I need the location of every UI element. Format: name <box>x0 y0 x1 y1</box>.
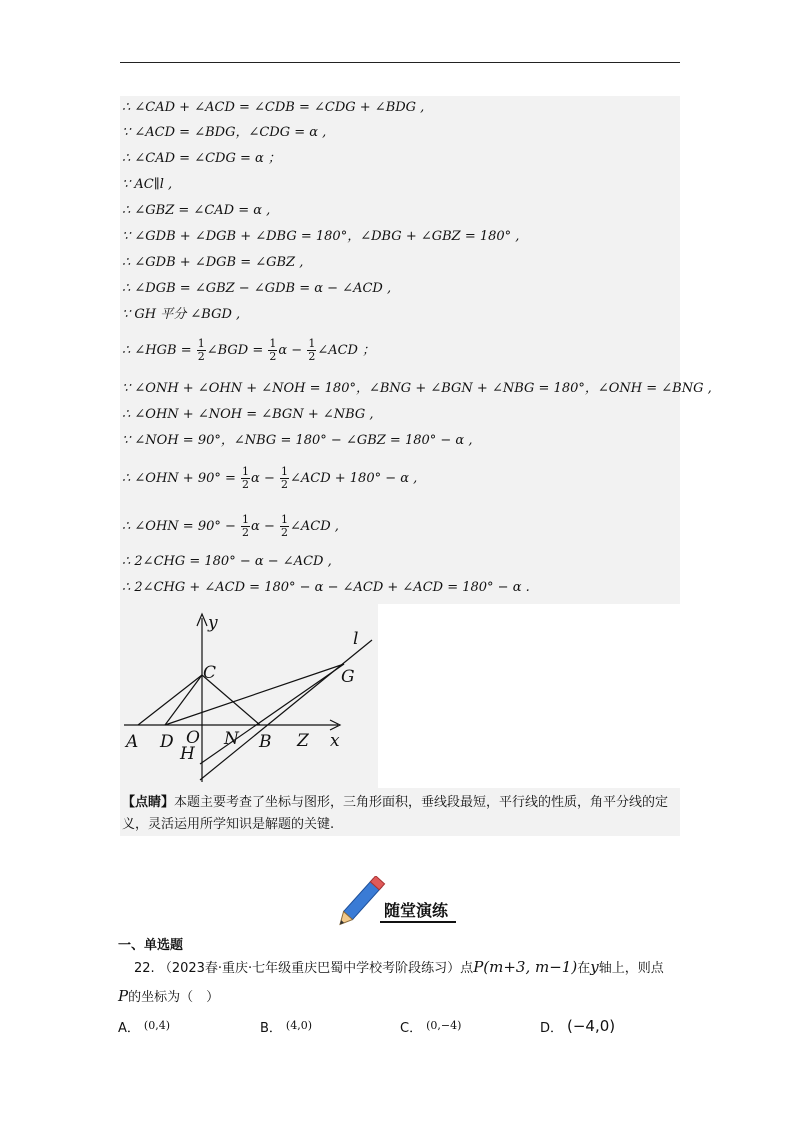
label-h: H <box>180 744 195 764</box>
remark-text: 本题主要考查了坐标与图形，三角形面积，垂线段最短，平行线的性质，角平分线的定义，灵活运用所学知识是解题的关键. <box>122 795 669 832</box>
fraction: $\frac{1}{2}$ <box>269 337 277 363</box>
question-point: P(m+3, m−1) <box>473 958 578 976</box>
label-n: N <box>224 729 239 749</box>
solution-line: ∵ ∠NOH = 90°，∠NBG = 180° − ∠GBZ = 180° − α , <box>122 433 473 448</box>
label-c: C <box>203 663 217 683</box>
fraction: $\frac{1}{2}$ <box>280 465 288 491</box>
coordinate-diagram <box>120 604 378 788</box>
label-g: G <box>341 667 355 687</box>
solution-line: ∴ ∠CAD + ∠ACD = ∠CDB = ∠CDG + ∠BDG , <box>122 100 425 115</box>
label-x: x <box>330 731 340 751</box>
banner-title: 随堂演练 <box>384 901 449 920</box>
solution-line: ∴ 2∠CHG + ∠ACD = 180° − α − ∠ACD + ∠ACD = 180° − α . <box>122 580 530 595</box>
segment-dg <box>165 664 344 725</box>
question-source: （2023春·重庆·七年级重庆巴蜀中学校考阶段练习）点 <box>158 961 474 976</box>
solution-line: ∵ ∠GDB + ∠DGB + ∠DBG = 180°，∠DBG + ∠GBZ = 180° , <box>122 229 520 244</box>
solution-line: ∴ ∠DGB = ∠GBZ − ∠GDB = α − ∠ACD , <box>122 281 392 296</box>
label-d: D <box>160 732 174 752</box>
remark-block <box>120 788 680 836</box>
option-a[interactable]: A． $^{(0,4)}$ <box>118 1019 170 1036</box>
solution-line: ∵ GH 平分 ∠BGD , <box>122 307 241 322</box>
solution-line-fraction: ∴ ∠OHN = 90° − $\frac{1}{2}$ α − $\frac{1}{2}$ ∠ACD , <box>122 513 339 539</box>
banner-underline <box>380 921 456 923</box>
option-b[interactable]: B． $^{(4,0)}$ <box>260 1019 312 1036</box>
fraction: $\frac{1}{2}$ <box>242 513 250 539</box>
option-c[interactable]: C． $^{(0,-4)}$ <box>400 1019 462 1036</box>
remark-tag: 【点睛】 <box>122 795 175 810</box>
solution-line-fraction: ∴ ∠OHN + 90° = $\frac{1}{2}$ α − $\frac{1}{2}$ ∠ACD + 180° − α , <box>122 465 418 491</box>
fraction: $\frac{1}{2}$ <box>280 513 288 539</box>
solution-block <box>120 96 712 604</box>
fraction: $\frac{1}{2}$ <box>197 337 205 363</box>
section-title: 一、单选题 <box>118 938 184 953</box>
solution-line: ∴ ∠OHN + ∠NOH = ∠BGN + ∠NBG , <box>122 407 374 422</box>
question-line-1: 22. （2023春·重庆·七年级重庆巴蜀中学校考阶段练习）点P(m+3, m−1)在y轴上，则点 <box>134 958 664 976</box>
question-axis: y <box>590 958 599 976</box>
label-a: A <box>126 732 139 752</box>
solution-line: ∴ 2∠CHG = 180° − α − ∠ACD , <box>122 554 332 569</box>
fraction: $\frac{1}{2}$ <box>242 465 250 491</box>
label-o: O <box>186 728 200 748</box>
line-l <box>200 640 372 780</box>
option-d[interactable]: D． (−4,0) <box>540 1017 616 1036</box>
label-b: B <box>259 732 272 752</box>
geometry-figure <box>120 604 378 788</box>
question-number: 22. <box>134 961 155 976</box>
label-y: y <box>208 613 218 633</box>
segment-gh <box>200 664 344 764</box>
solution-line-fraction: ∴ ∠HGB = $\frac{1}{2}$ ∠BGD = $\frac{1}{2}$ α − $\frac{1}{2}$ ∠ACD ； <box>122 337 376 363</box>
solution-line: ∵ ∠ACD = ∠BDG，∠CDG = α , <box>122 125 327 140</box>
solution-line: ∵ ∠ONH + ∠OHN + ∠NOH = 180°，∠BNG + ∠BGN + ∠NBG = 180°，∠ONH = ∠BNG , <box>122 381 712 396</box>
solution-line: ∴ ∠GDB + ∠DGB = ∠GBZ , <box>122 255 304 270</box>
label-l: l <box>353 629 359 649</box>
solution-line: ∵ AC∥l , <box>122 177 173 192</box>
fraction: $\frac{1}{2}$ <box>308 337 316 363</box>
solution-line: ∴ ∠CAD = ∠CDG = α ； <box>122 151 281 166</box>
solution-line: ∴ ∠GBZ = ∠CAD = α , <box>122 203 271 218</box>
top-rule <box>120 62 680 63</box>
question-line-2: P的坐标为（ ） <box>118 987 220 1005</box>
label-z: Z <box>297 731 309 751</box>
